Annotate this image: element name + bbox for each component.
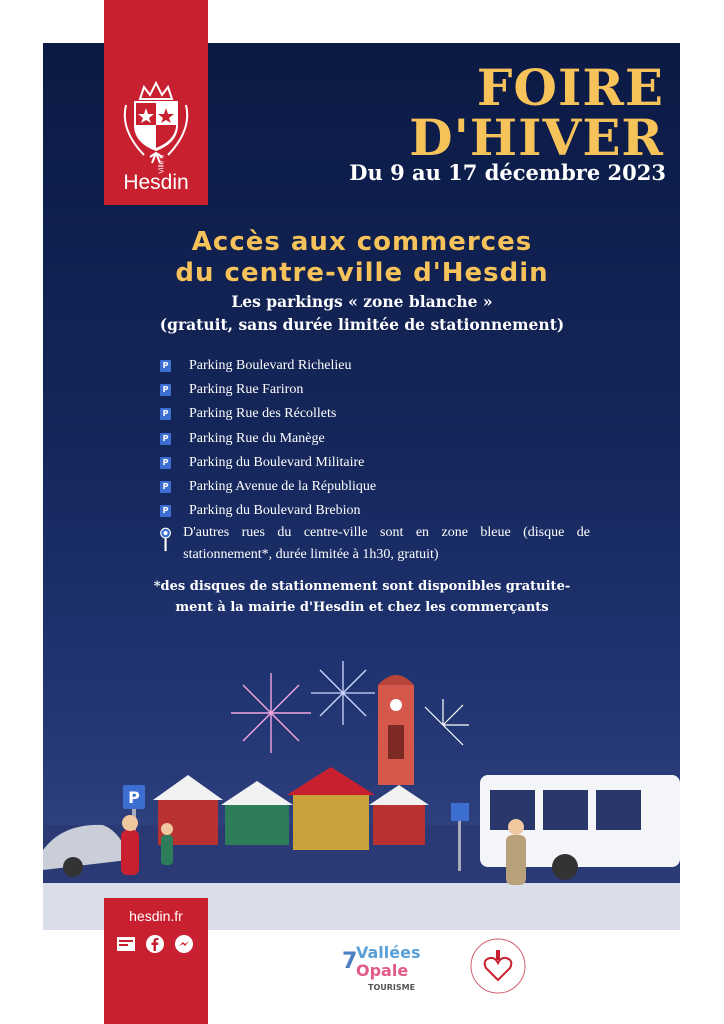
website-link[interactable]: hesdin.fr bbox=[129, 908, 183, 924]
logo-word1: Vallées bbox=[356, 943, 421, 962]
list-item bbox=[160, 475, 600, 499]
parking-name: Parking Boulevard Richelieu bbox=[189, 358, 352, 374]
logo-word2: Opale bbox=[356, 961, 409, 980]
parking-meter-icon bbox=[160, 522, 171, 558]
firework-icon bbox=[425, 699, 469, 745]
parking-list bbox=[160, 354, 600, 523]
parking-name: Parking du Boulevard Militaire bbox=[189, 454, 365, 470]
parking-icon: P bbox=[160, 360, 171, 372]
firework-icon bbox=[231, 673, 311, 753]
list-item bbox=[160, 378, 600, 402]
vallees-opale-logo bbox=[340, 938, 430, 996]
parking-conditions: (gratuit, sans durée limitée de stationnement) bbox=[159, 315, 565, 334]
access-heading-line1: Accès aux commerces bbox=[191, 227, 533, 257]
parking-icon: P bbox=[160, 505, 171, 517]
firework-icon bbox=[311, 661, 375, 725]
parking-icon: P bbox=[160, 433, 171, 445]
list-item bbox=[160, 451, 600, 475]
parking-name: Parking Rue du Manège bbox=[189, 430, 325, 446]
access-heading-line2: du centre-ville d'Hesdin bbox=[175, 258, 549, 288]
church-tower bbox=[378, 675, 414, 785]
list-item bbox=[160, 402, 600, 426]
parking-icon: P bbox=[160, 481, 171, 493]
blue-zone-text: D'autres rues du centre-ville sont en zone bleue (disque de stationnement*, durée limitée à 1h30, gratuit) bbox=[183, 525, 590, 562]
social-links bbox=[116, 934, 194, 954]
coat-of-arms-icon bbox=[116, 75, 196, 165]
logo-number: 7 bbox=[342, 949, 358, 974]
blue-zone-info bbox=[160, 522, 590, 566]
parking-name: Parking Rue Fariron bbox=[189, 382, 304, 398]
event-title-line1: FOIRE bbox=[476, 58, 664, 117]
christmas-market-illustration bbox=[43, 655, 680, 930]
list-item bbox=[160, 354, 600, 378]
parking-sign-letter: P bbox=[128, 788, 140, 807]
parking-subtitle: Les parkings « zone blanche » bbox=[231, 292, 493, 311]
parking-name: Parking du Boulevard Brebion bbox=[189, 503, 361, 519]
list-item bbox=[160, 427, 600, 451]
messenger-icon[interactable] bbox=[174, 934, 194, 954]
parking-icon: P bbox=[160, 408, 171, 420]
footnote-line1: *des disques de stationnement sont disponibles gratuite- bbox=[153, 579, 571, 594]
parking-name: Parking Rue des Récollets bbox=[189, 406, 337, 422]
logo-word3: TOURISME bbox=[368, 983, 416, 992]
event-title-line2: D'HIVER bbox=[409, 108, 664, 167]
parking-icon: P bbox=[160, 457, 171, 469]
web-icon[interactable] bbox=[116, 934, 136, 954]
facebook-icon[interactable] bbox=[145, 934, 165, 954]
ville-label: Ville d' bbox=[158, 153, 166, 174]
event-dates: Du 9 au 17 décembre 2023 bbox=[349, 160, 666, 185]
footnote-line2: ment à la mairie d'Hesdin et chez les commerçants bbox=[175, 600, 549, 615]
list-item bbox=[160, 499, 600, 523]
parking-icon: P bbox=[160, 384, 171, 396]
commerces-hesdinois-logo bbox=[468, 936, 528, 996]
brand-name: Hesdin bbox=[123, 171, 189, 194]
footnote bbox=[120, 576, 604, 618]
parking-name: Parking Avenue de la République bbox=[189, 479, 377, 495]
